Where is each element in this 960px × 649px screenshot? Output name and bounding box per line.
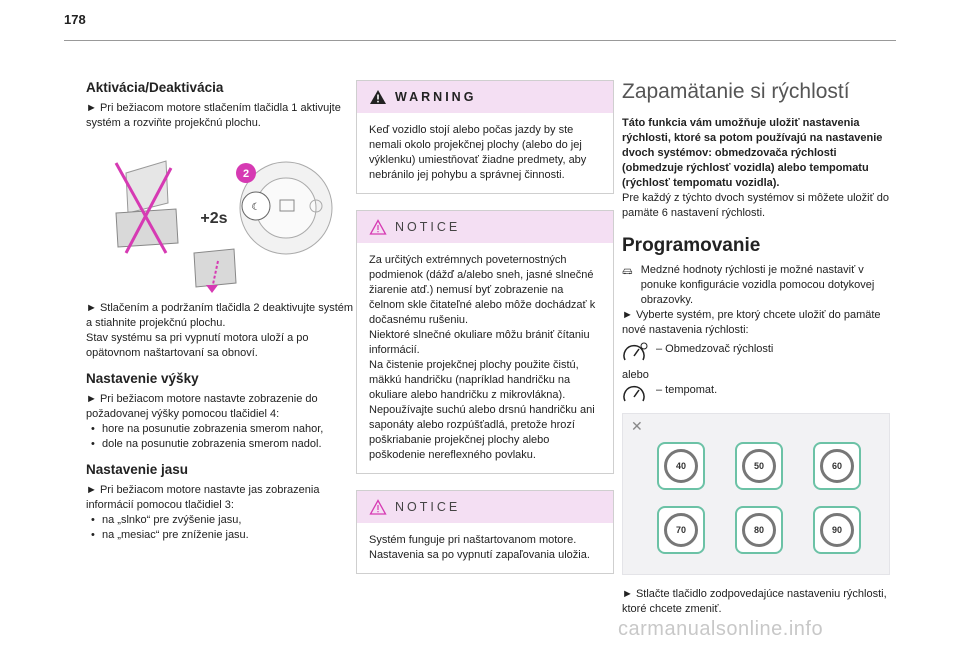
- section-title: Zapamätanie si rýchlostí: [622, 80, 850, 103]
- height-item-down: • dole na posunutie zobrazenia smerom nadol.: [86, 437, 356, 452]
- figure-label-time: +2s: [200, 210, 228, 227]
- page-number: 178: [64, 12, 86, 27]
- notice-title-1: NOTICE: [395, 220, 461, 234]
- option-limiter: – Obmedzovač rýchlosti: [656, 343, 774, 355]
- watermark: carmanualsonline.info: [618, 618, 824, 640]
- paragraph-brightness: ► Pri bežiacom motore nastavte jas zobrazenia informácií pomocou tlačidiel 3:: [86, 484, 320, 511]
- notice-title-2: NOTICE: [395, 500, 461, 514]
- paragraph-activation: ► Pri bežiacom motore stlačením tlačidla 1 aktivujte systém a rozviňte projekčnú plochu.: [86, 102, 341, 129]
- option-cruise: – tempomat.: [656, 384, 718, 396]
- speed-button-40[interactable]: [657, 442, 705, 490]
- paragraph-press-button: ► Stlačte tlačidlo zodpovedajúce nastaveniu rýchlosti, ktoré chcete zmeniť.: [622, 588, 887, 615]
- speed-value: 50: [742, 449, 776, 483]
- speed-value: 80: [742, 513, 776, 547]
- svg-text:☾: ☾: [251, 202, 261, 213]
- speed-value: 40: [664, 449, 698, 483]
- notice-text-engine: Systém funguje pri naštartovanom motore. Nastavenia sa po vypnutí zapaľovania uložia.: [369, 534, 590, 561]
- config-row: [622, 263, 892, 308]
- speed-limiter-icon: [622, 342, 648, 364]
- paragraph-deactivate: ► Stlačením a podržaním tlačidla 2 deaktivujte systém a stiahnite projekčnú plochu.: [86, 302, 354, 329]
- speed-value: 90: [820, 513, 854, 547]
- warning-triangle-icon: [369, 89, 387, 105]
- limiter-row: [622, 342, 892, 364]
- notice-box-2: [356, 490, 614, 574]
- figure-label-number: 2: [242, 168, 250, 180]
- warning-box: [356, 80, 614, 194]
- notice-header-2: [357, 491, 613, 523]
- column-middle: [356, 80, 614, 590]
- notice-triangle-icon: [369, 499, 387, 515]
- heading-height: Nastavenie výšky: [86, 371, 199, 386]
- column-left: [86, 80, 356, 543]
- notice-text-sunglasses: Niektoré slnečné okuliare môžu brániť čítaniu informácií.: [369, 329, 590, 356]
- paragraph-config: Medzné hodnoty rýchlosti je možné nastaviť v ponuke konfigurácie vozidla pomocou dotykovej obrazovky.: [640, 264, 875, 306]
- or-text: alebo: [622, 369, 649, 381]
- heading-brightness: Nastavenie jasu: [86, 462, 189, 477]
- notice-text-cleaning: Na čistenie projekčnej plochy použite čistú, mäkkú handričku (napríklad handričku na okuliare alebo handričku z mikrovlákna). Nepoužívajte suchú alebo drsnú handričku ani saponáty alebo rozpúšťadlá, pretože hrozí poškriabanie projekčnej plochy alebo poškodenie nereflexného povlaku.: [369, 359, 595, 461]
- cruise-row: [622, 383, 892, 405]
- speed-button-80[interactable]: [735, 506, 783, 554]
- paragraph-height: ► Pri bežiacom motore nastavte zobrazenie do požadovanej výšky pomocou tlačidiel 4:: [86, 393, 318, 420]
- notice-text-weather: Za určitých extrémnych poveternostných podmienok (dážď a/alebo sneh, jasné slnečné žiarenie atď.) nemusí byť zobrazenie na čelnom skle čitateľné alebo môže dochádzať k dočasnému rušeniu.: [369, 254, 596, 326]
- paragraph-state-saved: Stav systému sa pri vypnutí motora uloží a po opätovnom naštartovaní sa obnoví.: [86, 332, 309, 359]
- warning-text: Keď vozidlo stojí alebo počas jazdy by ste nemali okolo projekčnej plochy (alebo do jej výklenku) umiestňovať žiadne predmety, aby nebránilo jej pohybu a správnej činnosti.: [369, 124, 587, 181]
- speed-button-50[interactable]: [735, 442, 783, 490]
- intro-bold: Táto funkcia vám umožňuje uložiť nastavenia rýchlosti, ktoré sa potom používajú na nastavenie dvoch systémov: obmedzovača rýchlosti (obmedzuje rýchlosť vozidla) alebo tempomatu (rýchlosť tempomatu vozidla).: [622, 117, 883, 189]
- close-icon[interactable]: ✕: [631, 418, 643, 434]
- brightness-item-moon: • na „mesiac“ pre zníženie jasu.: [86, 528, 356, 543]
- height-item-up: • hore na posunutie zobrazenia smerom nahor,: [86, 422, 356, 437]
- paragraph-select-system: ► Vyberte systém, pre ktorý chcete uložiť do pamäte nové nastavenia rýchlosti:: [622, 309, 881, 336]
- warning-title: WARNING: [395, 90, 477, 104]
- warning-header: [357, 81, 613, 113]
- heading-activation: Aktivácia/Deaktivácia: [86, 80, 224, 95]
- speed-value: 70: [664, 513, 698, 547]
- cruise-control-icon: [622, 383, 648, 405]
- speed-memory-panel: [622, 413, 890, 575]
- header-rule: [64, 40, 896, 41]
- car-config-icon: [622, 263, 633, 279]
- heading-programming: Programovanie: [622, 235, 761, 256]
- speed-value: 60: [820, 449, 854, 483]
- intro-text: Pre každý z týchto dvoch systémov si môžete uložiť do pamäte 6 nastavení rýchlosti.: [622, 192, 890, 219]
- column-right: [622, 80, 892, 617]
- brightness-item-sun: • na „slnko“ pre zvýšenie jasu,: [86, 513, 356, 528]
- notice-box-1: [356, 210, 614, 474]
- notice-header-1: [357, 211, 613, 243]
- hud-controls-figure: [86, 143, 336, 293]
- speed-button-90[interactable]: [813, 506, 861, 554]
- speed-button-60[interactable]: [813, 442, 861, 490]
- notice-triangle-icon: [369, 219, 387, 235]
- speed-button-70[interactable]: [657, 506, 705, 554]
